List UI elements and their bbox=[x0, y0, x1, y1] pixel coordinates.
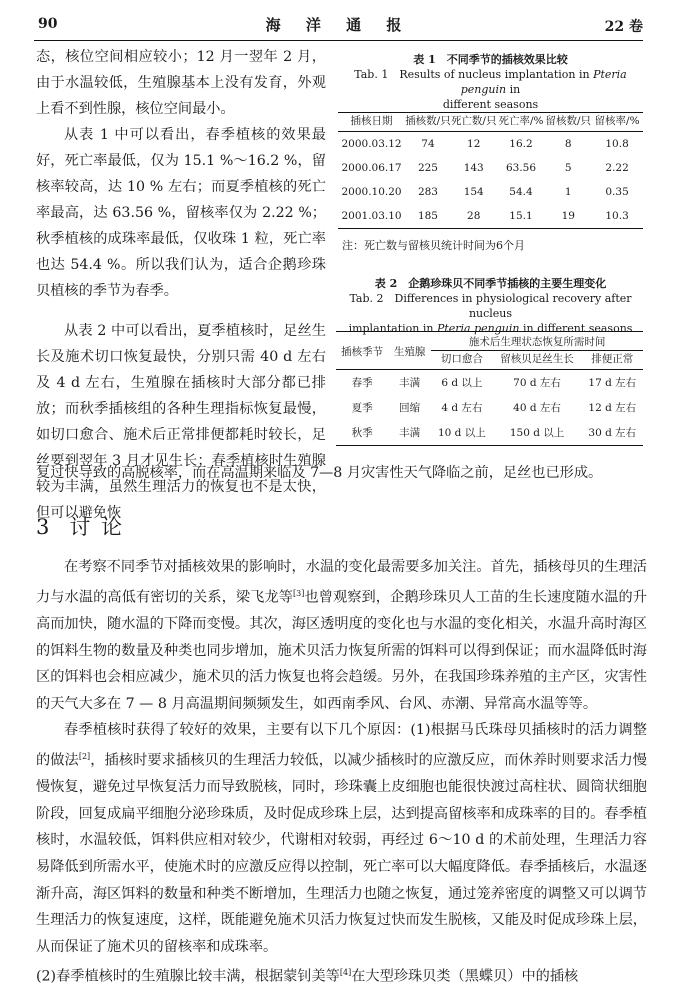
cell: 12 bbox=[467, 138, 481, 150]
cell: 154 bbox=[463, 186, 484, 198]
table2-title-en: Tab. 2 Differences in physiological recovery after nucleus bbox=[349, 292, 632, 320]
section-title: 讨 论 bbox=[69, 515, 125, 539]
cell: 28 bbox=[467, 210, 481, 222]
cell: 17 d 左右 bbox=[588, 377, 637, 389]
table2-header: 切口愈合 bbox=[431, 351, 492, 370]
cell: 2.22 bbox=[605, 162, 629, 174]
cell: 150 d 以上 bbox=[509, 427, 565, 439]
cell: 10 d 以上 bbox=[437, 427, 486, 439]
cell: 16.2 bbox=[509, 138, 533, 150]
table1-note: 注：死亡数与留核贝统计时间为6个月 bbox=[342, 239, 525, 252]
table1-header: 死亡率/% bbox=[497, 113, 546, 132]
table1-header: 插核日期 bbox=[338, 113, 405, 132]
table1-header: 死亡数/只 bbox=[451, 113, 497, 132]
table-row bbox=[338, 180, 643, 204]
cell: 8 bbox=[564, 138, 572, 150]
table-row bbox=[336, 370, 643, 396]
citation: [3] bbox=[292, 588, 305, 598]
paragraph: (2)春季植核时的生殖腺比较丰满，根据蒙钊美等[4]在大型珍珠贝类（黑蝶贝）中的插核 bbox=[36, 968, 579, 986]
section-heading bbox=[36, 511, 142, 541]
paragraph-continuation: 复过快导致的高脱核率，而在高温期来临及 7—8 月灾害性天气降临之前，足丝也已形成。 bbox=[36, 465, 603, 481]
table1-header: 插核数/只 bbox=[405, 113, 451, 132]
table1-caption bbox=[338, 52, 643, 112]
cell: 2000.03.12 bbox=[341, 138, 402, 150]
table-row bbox=[336, 395, 643, 420]
cell: 2000.10.20 bbox=[341, 186, 402, 198]
table-row bbox=[338, 156, 643, 180]
table-row bbox=[338, 204, 643, 229]
cell: 春季 bbox=[351, 377, 373, 389]
cell: 2001.03.10 bbox=[341, 210, 402, 222]
cell: 10.3 bbox=[605, 210, 629, 222]
cell: 6 d 以上 bbox=[441, 377, 483, 389]
citation: [4] bbox=[339, 968, 352, 978]
table2-title-cn: 表 2 企鹅珍珠贝不同季节插核的主要生理变化 bbox=[374, 277, 607, 290]
cell: 丰满 bbox=[399, 427, 421, 439]
paragraph: 从表 2 中可以看出，夏季植核时，足丝生长及施术切口恢复最快，分别只需 40 d 左右及 4 d 左右，生殖腺在插核时大部分都已排放；而秋季插核组的各种生理指标恢复最慢，如切口愈合、施术后正常排便都耗时较长，足丝要到翌年 3 月才见生长；春季植核时生殖腺较为丰满，虽然生理活力的恢复也不是太快，但可以避免恢 bbox=[36, 323, 326, 521]
cell: 5 bbox=[564, 162, 572, 174]
cell: 秋季 bbox=[351, 427, 373, 439]
page-number: 90 bbox=[38, 16, 58, 32]
table1-title-cn: 表 1 不同季节的插核效果比较 bbox=[413, 53, 568, 66]
cell: 70 d 左右 bbox=[513, 377, 561, 389]
cell: 54.4 bbox=[509, 186, 533, 198]
journal-title: 海 洋 通 报 bbox=[265, 16, 412, 34]
cell: 回缩 bbox=[399, 402, 421, 414]
cell: 夏季 bbox=[351, 402, 373, 414]
table-row bbox=[338, 132, 643, 157]
table2-header: 留核贝足丝生长 bbox=[493, 351, 582, 370]
cell: 15.1 bbox=[509, 210, 533, 222]
table2-header: 生殖腺 bbox=[388, 332, 431, 370]
citation: [2] bbox=[78, 751, 91, 761]
cell: 丰满 bbox=[399, 377, 421, 389]
volume-label: 22 卷 bbox=[604, 19, 643, 35]
table2 bbox=[336, 331, 643, 446]
table2-title-en-2: implantation in Pteria penguin in different seasons bbox=[348, 322, 633, 335]
cell: 0.35 bbox=[605, 186, 629, 198]
cell: 40 d 左右 bbox=[513, 402, 561, 414]
cell: 2000.06.17 bbox=[341, 162, 402, 174]
table1-header: 留核率/% bbox=[591, 113, 643, 132]
cell: 19 bbox=[561, 210, 575, 222]
table2-header: 排便正常 bbox=[582, 351, 643, 370]
cell: 74 bbox=[421, 138, 435, 150]
table1-header: 留核数/只 bbox=[545, 113, 591, 132]
section-number: 3 bbox=[36, 515, 52, 539]
paragraph: 从表 1 中可以看出，春季植核的效果最好，死亡率最低，仅为 15.1 %～16.2 %，留核率较高，达 10 % 左右；而夏季植核的死亡率最高，达 63.56 %，留核率仅为 2.22 %；秋季植核的成珠率最低，仅收珠 1 粒，死亡率也达 54.4 %。所以我们认为，适合企鹅珍珠贝植核的季节为春季。 bbox=[36, 127, 326, 299]
table1 bbox=[338, 112, 643, 229]
left-column bbox=[36, 44, 326, 526]
table2-header: 插核季节 bbox=[336, 332, 388, 370]
paragraph: 春季植核时获得了较好的效果，主要有以下几个原因：(1)根据马氏珠母贝插核时的活力调整的做法[2]，插核时要求插核贝的生理活力较低，以减少插核时的应激反应，而休养时则要求活力慢慢恢复，避免过早恢复活力而导致脱核，同时，珍珠囊上皮细胞也能很快渡过高柱状、圆筒状细胞阶段，回复成扁平细胞分泌珍珠质，及时促成珍珠上层，达到提高留核率和成珠率的目的。春季植核时，水温较低，饵料供应相对较少，代谢相对较弱，再经过 6～10 d 的术前处理，生理活力容易降低到所需水平，使施术时的应激反应得以控制，死亡率可以大幅度降低。春季插核后，水温逐渐升高，海区饵料的数量和种类不断增加，生理活力也随之恢复，通过笼养密度的调整又可以调节生理活力的恢复速度，这样，既能避免施术贝活力恢复过快而发生脱核，又能及时促成珍珠上层，从而保证了施术贝的留核率和成珠率。 bbox=[36, 722, 647, 955]
table2-caption bbox=[338, 276, 643, 336]
cell: 185 bbox=[417, 210, 438, 222]
table-row bbox=[336, 420, 643, 446]
cell: 225 bbox=[417, 162, 438, 174]
running-header bbox=[34, 14, 643, 36]
cell: 63.56 bbox=[505, 162, 537, 174]
cell: 12 d 左右 bbox=[588, 402, 637, 414]
header-rule bbox=[34, 40, 643, 41]
table2-group-header: 施术后生理状态恢复所需时间 bbox=[431, 332, 643, 351]
discussion-body bbox=[36, 554, 647, 991]
table1-title-en: Tab. 1 Results of nucleus implantation in Pteria penguin in bbox=[354, 68, 627, 96]
cell: 10.8 bbox=[605, 138, 629, 150]
paragraph: 态，核位空间相应较小；12 月一翌年 2 月，由于水温较低，生殖腺基本上没有发育，外观上看不到性腺，核位空间最小。 bbox=[36, 49, 326, 117]
cell: 283 bbox=[417, 186, 438, 198]
cell: 1 bbox=[564, 186, 572, 198]
cell: 4 d 左右 bbox=[441, 402, 483, 414]
cell: 30 d 左右 bbox=[588, 427, 637, 439]
cell: 143 bbox=[463, 162, 484, 174]
paragraph: 在考察不同季节对插核效果的影响时，水温的变化最需要多加关注。首先，插核母贝的生理活力与水温的高低有密切的关系，梁飞龙等[3]也曾观察到，企鹅珍珠贝人工苗的生长速度随水温的升高而加快，随水温的下降而变慢。其次，海区透明度的变化也与水温的变化相关，水温升高时海区的饵料生物的数量及种类也同步增加，施术贝活力恢复所需的饵料可以得到保证；而水温降低时海区的饵料也会相应减少，施术贝的活力恢复也将会趋缓。另外，在我国珍珠养殖的主产区，灾害性的天气大多在 7 — 8 月高温期间频频发生，如西南季风、台风、赤潮、异常高水温等等。 bbox=[36, 559, 647, 712]
table1-title-en-2: different seasons bbox=[442, 98, 539, 111]
